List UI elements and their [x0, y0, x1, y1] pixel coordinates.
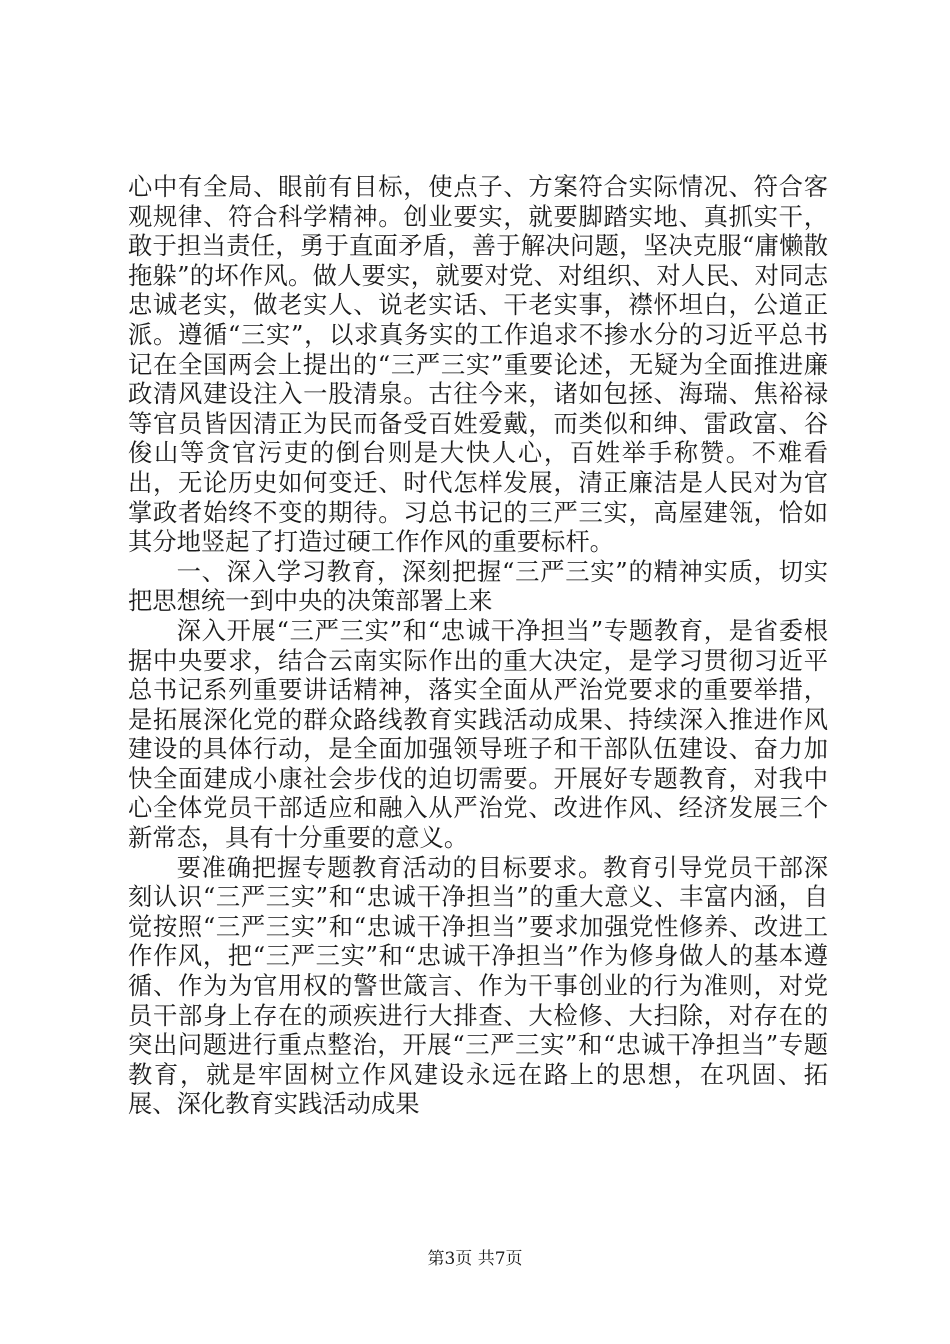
- paragraph-2: 深入开展“三严三实”和“忠诚干净担当”专题教育，是省委根据中央要求，结合云南实际作出的重大决定，是学习贯彻习近平总书记系列重要讲话精神，落实全面从严治党要求的重要举措，是拓展深化党的群众路线教育实践活动成果、持续深入推进作风建设的具体行动，是全面加强领导班子和干部队伍建设、奋力加快全面建成小康社会步伐的迫切需要。开展好专题教育，对我中心全体党员干部适应和融入从严治党、改进作风、经济发展三个新常态，具有十分重要的意义。: [128, 615, 828, 853]
- page-number-footer: 第3页 共7页: [427, 1249, 523, 1269]
- paragraph-3: 要准确把握专题教育活动的目标要求。教育引导党员干部深刻认识“三严三实”和“忠诚干净担当”的重大意义、丰富内涵，自觉按照“三严三实”和“忠诚干净担当”要求加强党性修养、改进工作作风，把“三严三实”和“忠诚干净担当”作为修身做人的基本遵循、作为为官用权的警世箴言、作为干事创业的行为准则，对党员干部身上存在的顽疾进行大排查、大检修、大扫除，对存在的突出问题进行重点整治，开展“三严三实”和“忠诚干净担当”专题教育，就是牢固树立作风建设永远在路上的思想，在巩固、拓展、深化教育实践活动成果: [128, 852, 828, 1119]
- section-heading-1: 一、深入学习教育，深刻把握“三严三实”的精神实质，切实把思想统一到中央的决策部署上来: [128, 556, 828, 616]
- paragraph-1: 心中有全局、眼前有目标，使点子、方案符合实际情况、符合客观规律、符合科学精神。创业要实，就要脚踏实地、真抓实干，敢于担当责任，勇于直面矛盾，善于解决问题，坚决克服“庸懒散拖躲”的坏作风。做人要实，就要对党、对组织、对人民、对同志忠诚老实，做老实人、说老实话、干老实事，襟怀坦白，公道正派。遵循“三实”，以求真务实的工作追求不掺水分的习近平总书记在全国两会上提出的“三严三实”重要论述，无疑为全面推进廉政清风建设注入一股清泉。古往今来，诸如包拯、海瑞、焦裕禄等官员皆因清正为民而备受百姓爱戴，而类似和绅、雷政富、谷俊山等贪官污吏的倒台则是大快人心，百姓举手称赞。不难看出，无论历史如何变迁、时代怎样发展，清正廉洁是人民对为官掌政者始终不变的期待。习总书记的三严三实，高屋建瓴，恰如其分地竖起了打造过硬工作作风的重要标杆。: [128, 172, 828, 557]
- document-body: [128, 172, 828, 1119]
